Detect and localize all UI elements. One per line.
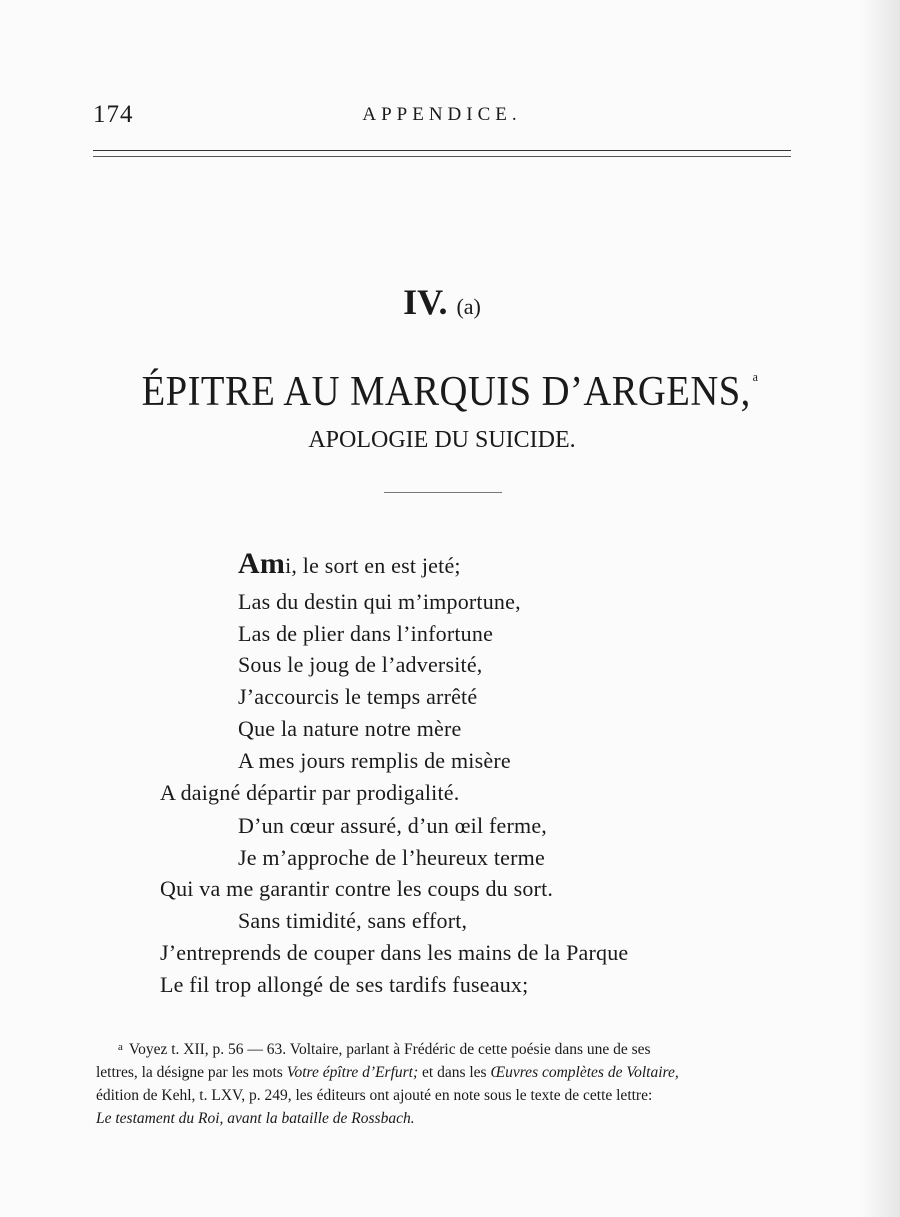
footnote-line-2 <box>96 1061 798 1084</box>
verse-line-2: Las du destin qui m’importune, <box>238 589 521 614</box>
title-footnote-marker: a <box>752 369 759 384</box>
footnote <box>96 1036 798 1130</box>
verse-line-8: A daigné départir par prodigalité. <box>160 780 460 805</box>
verse-line-10: Je m’approche de l’heureux terme <box>238 845 545 870</box>
page-edge-shadow <box>860 0 900 1217</box>
page-title <box>36 352 864 417</box>
footnote-line-1 <box>96 1036 798 1061</box>
footnote-line-4 <box>96 1107 798 1130</box>
verse-line-13: J’entreprends de couper dans les mains de la Parque <box>160 940 629 965</box>
page-number: 174 <box>93 101 134 128</box>
footnote-italic-testament: Le testament du Roi, avant la bataille de Rossbach. <box>96 1110 415 1127</box>
verse-line-3: Las de plier dans l’infortune <box>238 621 494 646</box>
footnote-text-2c: et dans les <box>418 1064 491 1081</box>
title-text: ÉPITRE AU MARQUIS D’ARGENS, <box>141 369 751 415</box>
verse-line-7: A mes jours remplis de misère <box>238 748 511 773</box>
section-sub-label: (a) <box>456 294 481 319</box>
footnote-italic-erfurt: Votre épître d’Erfurt; <box>286 1064 419 1081</box>
verse-line-6: Que la nature notre mère <box>238 716 462 741</box>
first-line-rest: le sort en est jeté; <box>297 553 461 578</box>
footnote-marker: a <box>118 1041 123 1053</box>
title-separator-rule <box>384 492 502 493</box>
footnote-text-2a: lettres, la désigne par les mots <box>96 1064 287 1081</box>
verse-line-9: D’un cœur assuré, d’un œil ferme, <box>238 813 548 838</box>
section-number <box>0 282 884 327</box>
verse-line-5: J’accourcis le temps arrêté <box>238 684 478 709</box>
verse-line-1 <box>238 548 461 582</box>
header-double-rule <box>93 150 791 157</box>
first-word-rest: i, <box>285 553 298 578</box>
running-head: APPENDICE. <box>362 104 522 125</box>
verse-line-11: Qui va me garantir contre les coups du sort. <box>160 876 554 901</box>
verse-line-4: Sous le joug de l’adversité, <box>238 652 483 677</box>
section-roman-numeral: IV. <box>403 282 448 322</box>
footnote-line-3: édition de Kehl, t. LXV, p. 249, les éditeurs ont ajouté en note sous le texte de cette lettre: <box>96 1087 653 1104</box>
page-subtitle: APOLOGIE DU SUICIDE. <box>308 427 576 453</box>
footnote-italic-oeuvres: Œuvres complètes de Voltaire, <box>490 1064 679 1081</box>
verse-line-14: Le fil trop allongé de ses tardifs fuseaux; <box>160 972 529 997</box>
verse-line-12: Sans timidité, sans effort, <box>238 908 468 933</box>
footnote-text-1: Voyez t. XII, p. 56 — 63. Voltaire, parlant à Frédéric de cette poésie dans une de ses <box>128 1041 651 1058</box>
drop-initial: Am <box>238 547 286 580</box>
